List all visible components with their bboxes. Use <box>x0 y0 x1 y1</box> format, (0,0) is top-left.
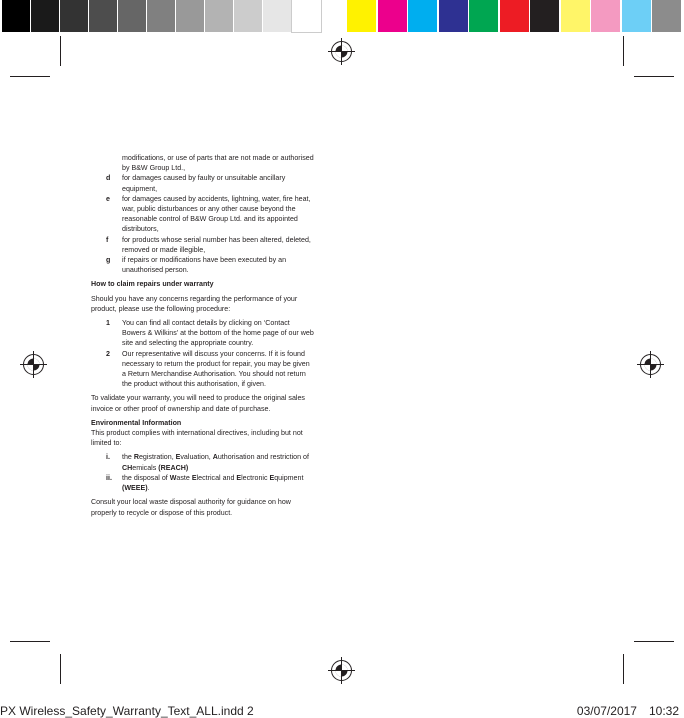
list-marker: f <box>106 235 109 244</box>
slug-date: 03/07/2017 <box>576 704 637 718</box>
list-marker: 2 <box>106 349 110 358</box>
list-item <box>91 173 315 193</box>
exclusion-list <box>91 173 315 275</box>
color-swatch <box>89 0 118 32</box>
color-swatch <box>500 0 530 32</box>
color-swatch <box>31 0 60 32</box>
list-item-text: for products whose serial number has been altered, deleted, removed or made illegible, <box>122 235 311 254</box>
crop-mark-top-right-h <box>634 76 674 77</box>
slug-filename: PX Wireless_Safety_Warranty_Text_ALL.indd 2 <box>0 704 254 718</box>
list-item-text: if repairs or modifications have been executed by an unauthorised person. <box>122 256 287 275</box>
list-marker: 1 <box>106 319 110 328</box>
list-item-text: You can find all contact details by clicking on ‘Contact Bowers & Wilkins’ at the bottom of the home page of our web site and selecting the appropriate country. <box>122 319 314 348</box>
list-item <box>91 194 315 235</box>
color-swatch <box>561 0 591 32</box>
color-swatch <box>530 0 560 32</box>
list-marker: ii. <box>106 473 112 482</box>
list-item <box>91 473 315 493</box>
list-item <box>91 452 315 472</box>
slug-timestamp <box>565 704 679 718</box>
color-swatch <box>347 0 377 32</box>
registration-mark-top <box>328 38 355 65</box>
slug-time: 10:32 <box>648 704 679 718</box>
list-item <box>91 255 315 275</box>
registration-mark-right <box>637 351 664 378</box>
environmental-intro: This product complies with international directives, including but not limited to: <box>91 429 303 448</box>
list-item-text: for damages caused by faulty or unsuitable ancillary equipment, <box>122 174 286 193</box>
color-swatch <box>622 0 652 32</box>
crop-mark-bottom-left-h <box>10 641 50 642</box>
color-swatch <box>469 0 499 32</box>
list-marker: e <box>106 194 110 203</box>
color-swatch <box>378 0 408 32</box>
color-swatch <box>118 0 147 32</box>
crop-mark-bottom-right-h <box>634 641 674 642</box>
color-control-strip <box>0 0 684 32</box>
color-swatch <box>292 0 321 32</box>
registration-mark-bottom <box>328 657 355 684</box>
list-item-text: Our representative will discuss your concerns. If it is found necessary to return the product for repair, you may be given a Return Merchandise Authorisation. You should not return the product without this authorisation, if given. <box>122 349 310 389</box>
disposal-paragraph: Consult your local waste disposal authority for guidance on how properly to recycle or dispose of this product. <box>91 498 291 517</box>
continued-item-text: modifications, or use of parts that are not made or authorised by B&W Group Ltd., <box>122 154 314 173</box>
crop-mark-bottom-right-v <box>623 654 624 684</box>
color-swatch <box>408 0 438 32</box>
color-swatch <box>234 0 263 32</box>
list-marker: g <box>106 256 111 265</box>
crop-mark-top-left-v <box>60 36 61 66</box>
list-item <box>91 349 315 390</box>
crop-mark-top-right-v <box>623 36 624 66</box>
claim-heading: How to claim repairs under warranty <box>91 280 214 289</box>
list-item <box>91 235 315 255</box>
color-swatch <box>60 0 89 32</box>
environmental-heading: Environmental Information <box>91 418 182 427</box>
list-item-text: the disposal of Waste Electrical and Electronic Equipment (WEEE). <box>122 473 304 493</box>
color-swatch <box>205 0 234 32</box>
list-item-text: the Registration, Evaluation, Authorisation and restriction of CHemicals (REACH) <box>122 453 309 472</box>
list-item <box>91 318 315 349</box>
claim-intro: Should you have any concerns regarding the performance of your product, please use the following procedure: <box>91 294 298 313</box>
color-swatch <box>147 0 176 32</box>
list-marker: d <box>106 174 111 183</box>
color-swatch <box>2 0 31 32</box>
color-swatch <box>652 0 682 32</box>
list-marker: i. <box>106 453 110 462</box>
warranty-text-column <box>91 153 315 518</box>
directives-list <box>91 452 315 493</box>
list-item-text: for damages caused by accidents, lightning, water, fire heat, war, public disturbances or any other cause beyond the reasonable control of B&W Group Ltd. and its appointed distributors, <box>122 194 311 234</box>
color-swatch <box>591 0 621 32</box>
crop-mark-top-left-h <box>10 76 50 77</box>
color-swatch <box>263 0 292 32</box>
color-swatch <box>439 0 469 32</box>
color-swatch <box>176 0 205 32</box>
registration-mark-left <box>20 351 47 378</box>
claim-steps-list <box>91 318 315 389</box>
validate-paragraph: To validate your warranty, you will need to produce the original sales invoice or other proof of ownership and date of purchase. <box>91 394 305 413</box>
crop-mark-bottom-left-v <box>60 654 61 684</box>
